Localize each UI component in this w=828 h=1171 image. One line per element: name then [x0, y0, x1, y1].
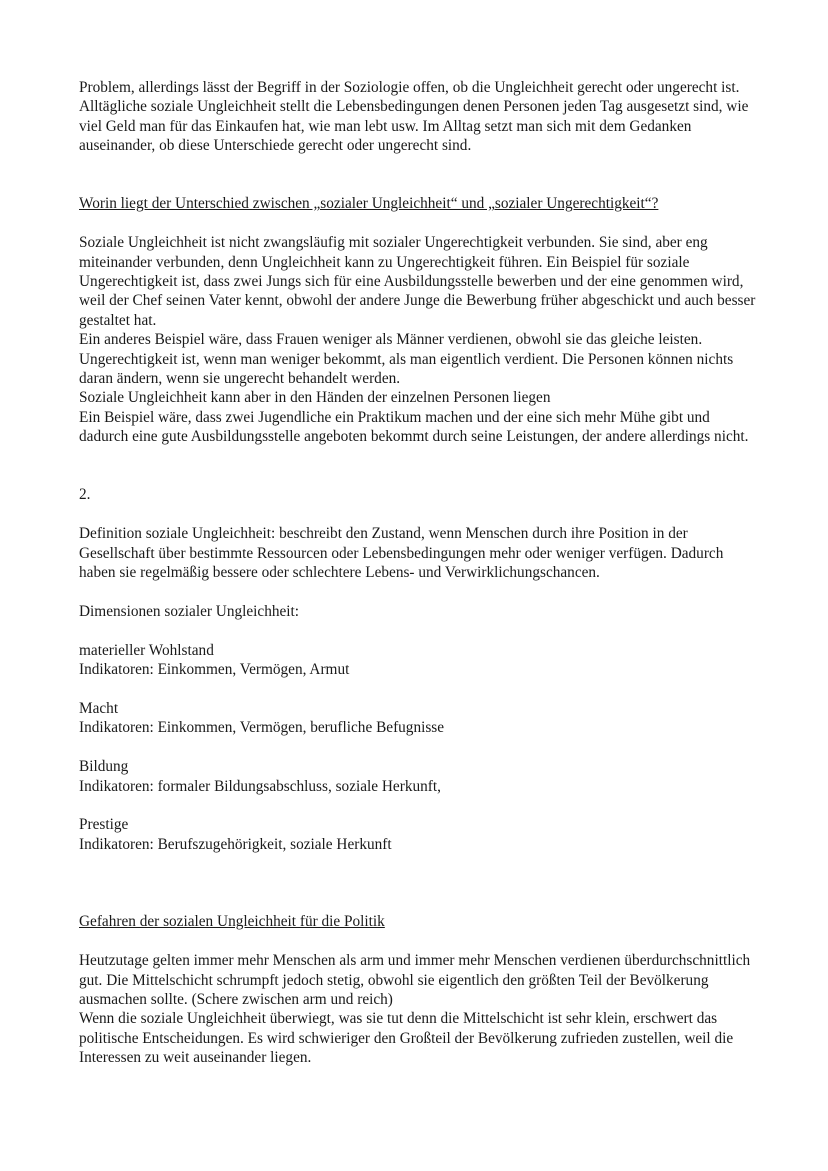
- dimension-name: Prestige: [79, 816, 129, 834]
- section1-paragraph-3: Soziale Ungleichheit kann aber in den Händen der einzelnen Personen liegen: [79, 389, 551, 407]
- section2-number: 2.: [79, 486, 91, 504]
- dimension-indicators: Indikatoren: Einkommen, Vermögen, berufliche Befugnisse: [79, 719, 445, 737]
- dimension-name: Bildung: [79, 758, 129, 776]
- section1-paragraph-4: Ein Beispiel wäre, dass zwei Jugendliche ein Praktikum machen und der eine sich mehr Mühe gibt und dadurch eine gute Ausbildungsstelle angeboten bekommt durch seine Leistungen, der andere allerdings nicht.: [79, 408, 749, 446]
- spacer: [79, 583, 759, 602]
- document-page: [79, 78, 759, 1068]
- dimension-name: Macht: [79, 699, 119, 717]
- dimensions-title: Dimensionen sozialer Ungleichheit:: [79, 602, 300, 620]
- spacer: [79, 680, 759, 699]
- spacer: [79, 214, 759, 233]
- section2-definition: Definition soziale Ungleichheit: beschreibt den Zustand, wenn Menschen durch ihre Position in der Gesellschaft über bestimmte Ressourcen oder Lebensbedingungen mehr oder weniger verfügen. Dadurch haben sie regelmäßig bessere oder schlechtere Lebens- und Verwirklichungschancen.: [79, 525, 724, 582]
- spacer: [79, 447, 759, 486]
- spacer: [79, 621, 759, 640]
- section3-paragraph-1: Heutzutage gelten immer mehr Menschen als arm und immer mehr Menschen verdienen überdurchschnittlich gut. Die Mittelschicht schrumpft jedoch stetig, obwohl sie eigentlich den größten Teil der Bevölkerung ausmachen sollte. (Schere zwischen arm und reich): [79, 952, 751, 1008]
- section1-paragraph-2: Ein anderes Beispiel wäre, dass Frauen weniger als Männer verdienen, obwohl sie das gleiche leisten. Ungerechtigkeit ist, wenn man weniger bekommt, als man eigentlich verdient. Die Personen können nichts daran ändern, wenn sie ungerecht behandelt werden.: [79, 331, 734, 388]
- spacer: [79, 893, 759, 912]
- section3-heading: Gefahren der sozialen Ungleichheit für die Politik: [79, 913, 385, 931]
- section3-paragraph-2: Wenn die soziale Ungleichheit überwiegt, was sie tut denn die Mittelschicht ist sehr klein, erschwert das politische Entscheidungen. Es wird schwieriger den Großteil der Bevölkerung zufrieden zustellen, weil die Interessen zu weit auseinander liegen.: [79, 1010, 734, 1067]
- dimension-name: materieller Wohlstand: [79, 641, 214, 659]
- dimension-indicators: Indikatoren: Einkommen, Vermögen, Armut: [79, 661, 350, 679]
- dimension-indicators: Indikatoren: Berufszugehörigkeit, soziale Herkunft: [79, 835, 392, 853]
- spacer: [79, 932, 759, 951]
- section1-paragraph-1: Soziale Ungleichheit ist nicht zwangsläufig mit sozialer Ungerechtigkeit verbunden. Sie sind, aber eng miteinander verbunden, denn Ungleichheit kann zu Ungerechtigkeit führen. Ein Beispiel für soziale Ungerechtigkeit ist, dass zwei Jungs sich für eine Ausbildungsstelle bewerben und der eine genommen wird, weil der Chef seinen Vater kennt, obwohl der andere Junge die Bewerbung früher abgeschickt und auch besser gestaltet hat.: [79, 234, 756, 329]
- section1-heading: Worin liegt der Unterschied zwischen „sozialer Ungleichheit“ und „sozialer Ungerechtigkeit“?: [79, 195, 659, 213]
- spacer: [79, 854, 759, 893]
- spacer: [79, 156, 759, 195]
- spacer: [79, 796, 759, 815]
- spacer: [79, 738, 759, 757]
- intro-paragraph: Problem, allerdings lässt der Begriff in der Soziologie offen, ob die Ungleichheit gerecht oder ungerecht ist. Alltägliche soziale Ungleichheit stellt die Lebensbedingungen denen Personen jeden Tag ausgesetzt sind, wie viel Geld man für das Einkaufen hat, wie man lebt usw. Im Alltag setzt man sich mit dem Gedanken auseinander, ob diese Unterschiede gerecht oder ungerecht sind.: [79, 79, 749, 155]
- dimension-indicators: Indikatoren: formaler Bildungsabschluss, soziale Herkunft,: [79, 777, 441, 795]
- spacer: [79, 505, 759, 524]
